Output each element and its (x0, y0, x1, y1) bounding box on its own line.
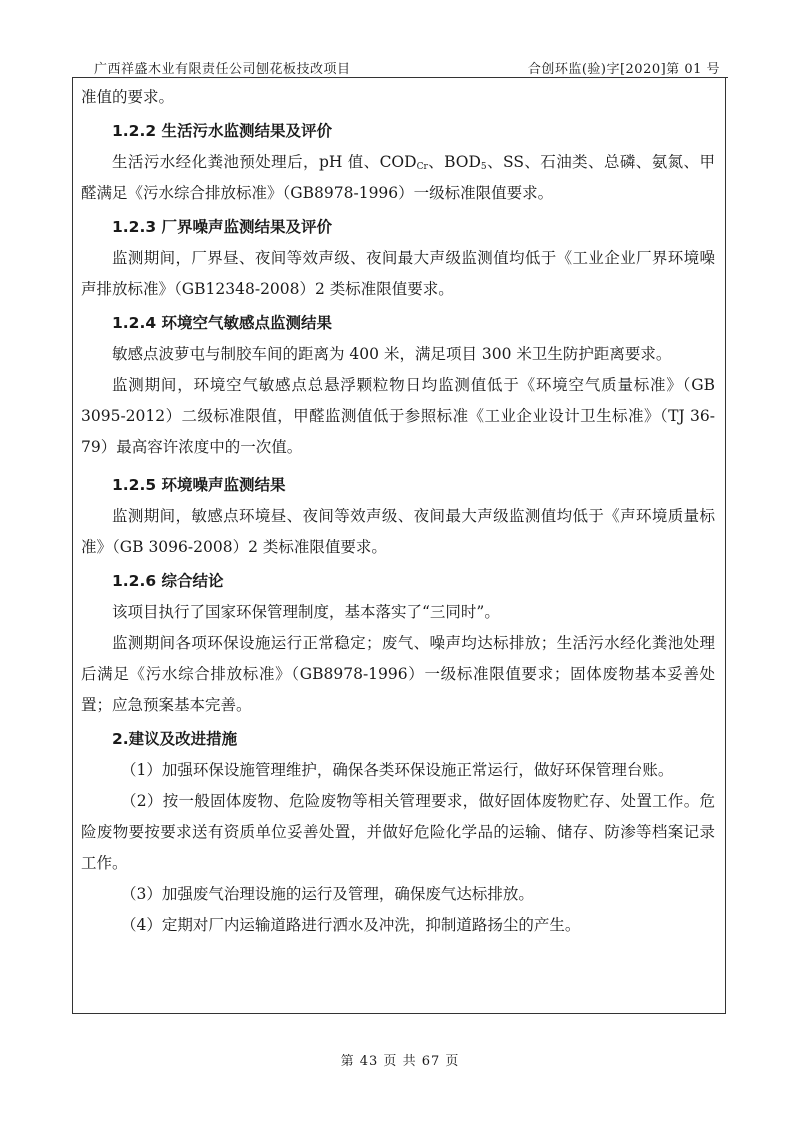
list-item: （3）加强废气治理设施的运行及管理，确保废气达标排放。 (121, 885, 534, 903)
text-fragment: 、SS、石油类、总磷、氨氮、甲醛满足《污水综合排放标准》（GB8978-1996）一级标准限值要求。 (81, 153, 715, 202)
subscript-5: 5 (480, 162, 487, 172)
header-project-name: 广西祥盛木业有限责任公司刨花板技改项目 (94, 62, 351, 77)
section-heading-1-2-2: 1.2.2 生活污水监测结果及评价 (112, 122, 333, 140)
section-heading-1-2-3: 1.2.3 厂界噪声监测结果及评价 (112, 218, 333, 236)
text-fragment: 、BOD (427, 153, 481, 171)
paragraph-conclusion-2: 监测期间各项环保设施运行正常稳定；废气、噪声均达标排放；生活污水经化粪池处理后满足《污水综合排放标准》（GB8978-1996）一级标准限值要求；固体废物基本妥善处置；应急预案基本完善。 (81, 634, 715, 714)
list-item: （1）加强环保设施管理维护，确保各类环保设施正常运行，做好环保管理台账。 (121, 761, 674, 779)
page-number: 第 43 页 共 67 页 (340, 1054, 460, 1069)
paragraph-ambient-noise: 监测期间，敏感点环境昼、夜间等效声级、夜间最大声级监测值均低于《声环境质量标准》（GB 3096-2008）2 类标准限值要求。 (81, 507, 715, 556)
paragraph-sensitive-point-distance: 敏感点波萝屯与制胶车间的距离为 400 米，满足项目 300 米卫生防护距离要求。 (112, 345, 672, 363)
list-item: （4）定期对厂内运输道路进行洒水及冲洗，抑制道路扬尘的产生。 (121, 916, 581, 934)
paragraph-conclusion-1: 该项目执行了国家环保管理制度，基本落实了“三同时”。 (112, 603, 500, 621)
content-frame (72, 78, 726, 1014)
section-heading-1-2-4: 1.2.4 环境空气敏感点监测结果 (112, 314, 333, 332)
paragraph-air-monitoring: 监测期间，环境空气敏感点总悬浮颗粒物日均监测值低于《环境空气质量标准》（GB 3095-2012）二级标准限值，甲醛监测值低于参照标准《工业企业设计卫生标准》（TJ 36-79）最高容许浓度中的一次值。 (81, 376, 715, 456)
list-item: （2）按一般固体废物、危险废物等相关管理要求，做好固体废物贮存、处置工作。危险废物要按要求送有资质单位妥善处置，并做好危险化学品的运输、储存、防渗等档案记录工作。 (81, 792, 715, 872)
section-heading-1-2-6: 1.2.6 综合结论 (112, 572, 224, 590)
subscript-cr: Cr (416, 162, 428, 172)
paragraph-sewage-result (81, 147, 715, 209)
section-heading-1-2-5: 1.2.5 环境噪声监测结果 (112, 476, 286, 494)
document-body (81, 82, 715, 941)
header-document-number: 合创环监(验)字[2020]第 01 号 (527, 62, 720, 77)
text-fragment: 生活污水经化粪池预处理后，pH 值、COD (112, 153, 417, 171)
paragraph-continuation: 准值的要求。 (81, 88, 175, 106)
section-heading-2: 2.建议及改进措施 (112, 730, 238, 748)
paragraph-boundary-noise: 监测期间，厂界昼、夜间等效声级、夜间最大声级监测值均低于《工业企业厂界环境噪声排放标准》（GB12348-2008）2 类标准限值要求。 (81, 249, 715, 298)
